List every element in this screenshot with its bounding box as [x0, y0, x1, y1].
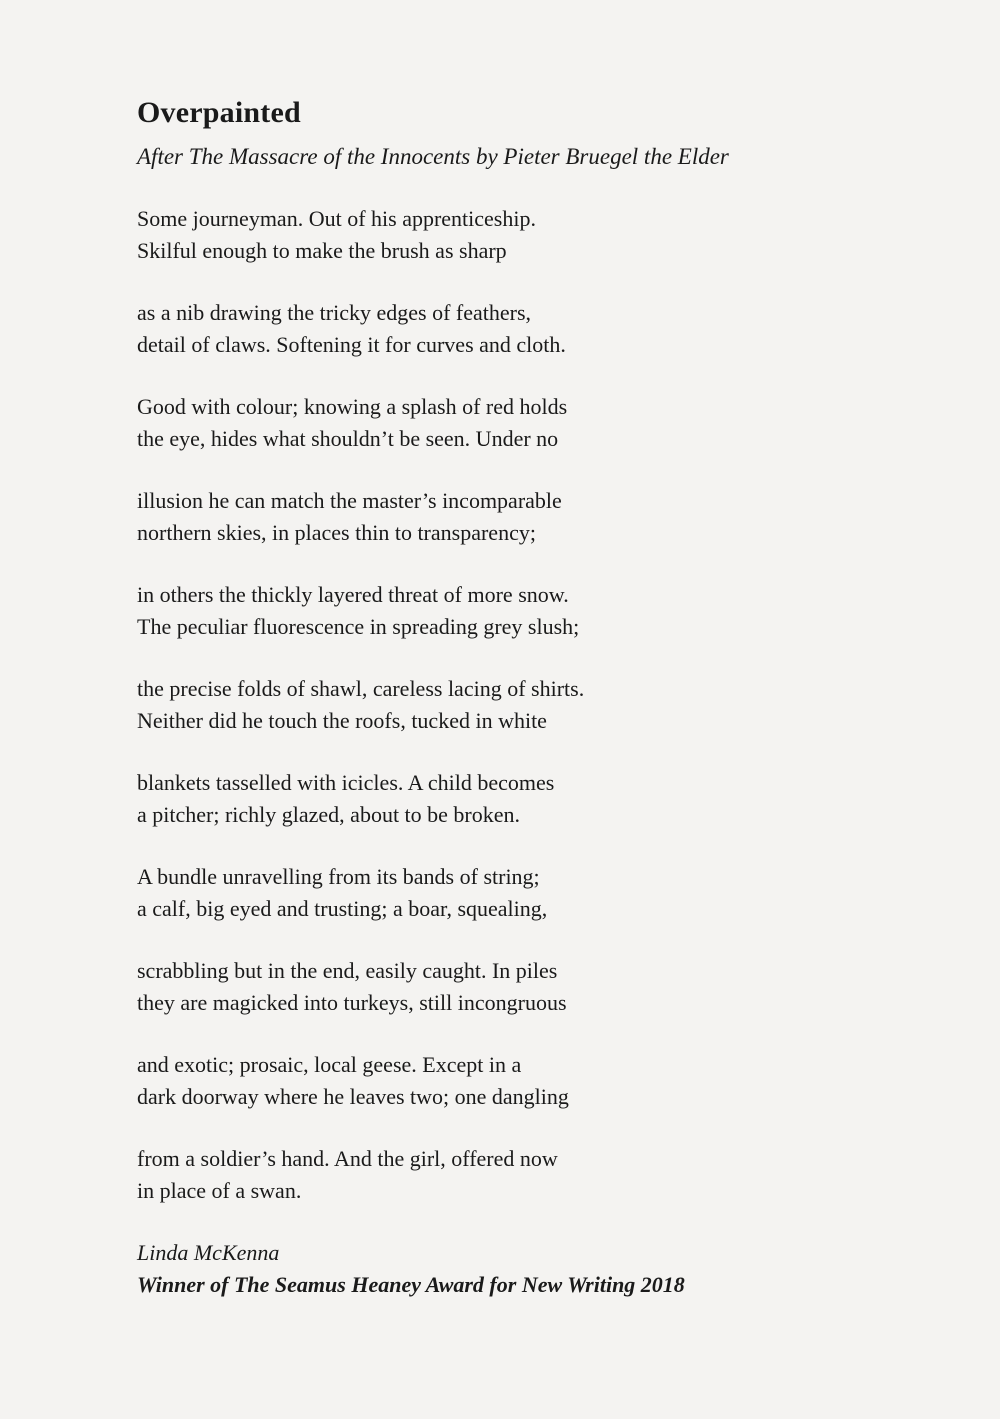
poem-line: they are magicked into turkeys, still incongruous	[137, 990, 567, 1015]
poem-line: Neither did he touch the roofs, tucked in white	[137, 708, 547, 733]
poem-body	[137, 203, 880, 1207]
poem-line: The peculiar fluorescence in spreading grey slush;	[137, 614, 580, 639]
poem-line: as a nib drawing the tricky edges of feathers,	[137, 300, 532, 325]
poem-line: illusion he can match the master’s incomparable	[137, 488, 562, 513]
stanza-3	[137, 391, 880, 455]
poem-line: northern skies, in places thin to transparency;	[137, 520, 536, 545]
poem-line: in place of a swan.	[137, 1178, 302, 1203]
poem-line: a calf, big eyed and trusting; a boar, squealing,	[137, 896, 548, 921]
poem-line: A bundle unravelling from its bands of string;	[137, 864, 540, 889]
stanza-1	[137, 203, 880, 267]
poem-line: and exotic; prosaic, local geese. Except in a	[137, 1052, 522, 1077]
poem-line: blankets tasselled with icicles. A child becomes	[137, 770, 555, 795]
stanza-8	[137, 861, 880, 925]
poem-line: the precise folds of shawl, careless lacing of shirts.	[137, 676, 585, 701]
stanza-9	[137, 955, 880, 1019]
author-name: Linda McKenna	[137, 1240, 280, 1265]
stanza-6	[137, 673, 880, 737]
poem-line: Good with colour; knowing a splash of red holds	[137, 394, 568, 419]
poem-line: from a soldier’s hand. And the girl, offered now	[137, 1146, 558, 1171]
stanza-10	[137, 1049, 880, 1113]
poem-line: a pitcher; richly glazed, about to be broken.	[137, 802, 521, 827]
poem-line: detail of claws. Softening it for curves and cloth.	[137, 332, 566, 357]
award-line: Winner of The Seamus Heaney Award for New Writing 2018	[137, 1272, 685, 1297]
poem-line: in others the thickly layered threat of more snow.	[137, 582, 569, 607]
poem-line: Some journeyman. Out of his apprenticeship.	[137, 206, 536, 231]
poem-line: the eye, hides what shouldn’t be seen. Under no	[137, 426, 559, 451]
stanza-11	[137, 1143, 880, 1207]
poem-header	[137, 96, 880, 172]
poem-dedication: After The Massacre of the Innocents by Pieter Bruegel the Elder	[137, 144, 729, 169]
poem-title: Overpainted	[137, 96, 301, 129]
poem-line: dark doorway where he leaves two; one dangling	[137, 1084, 569, 1109]
poem-line: Skilful enough to make the brush as sharp	[137, 238, 507, 263]
poem-line: scrabbling but in the end, easily caught. In piles	[137, 958, 558, 983]
stanza-7	[137, 767, 880, 831]
attribution	[137, 1237, 880, 1301]
stanza-5	[137, 579, 880, 643]
stanza-2	[137, 297, 880, 361]
stanza-4	[137, 485, 880, 549]
